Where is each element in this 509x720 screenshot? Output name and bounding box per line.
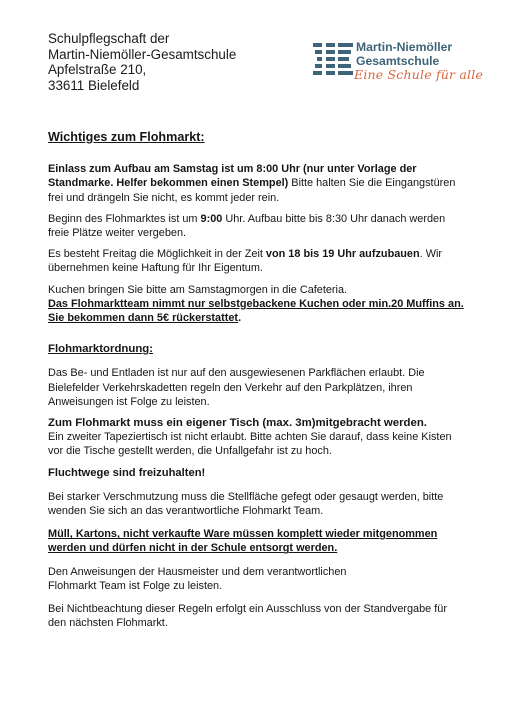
address-line-street: Apfelstraße 210, xyxy=(48,62,147,78)
paragraph-loading: Das Be- und Entladen ist nur auf den ausgewiesenen Parkflächen erlaubt. Die Bielefelder Verkehrskadetten regeln den Verkehr auf den Parkplätzen, ihren Anweisungen ist Folge zu leisten. xyxy=(48,367,425,408)
paragraph-caretaker: Den Anweisungen der Hausmeister und dem verantwortlichen Flohmarkt Team ist Folge zu leisten. xyxy=(48,565,347,592)
school-logo-name: Martin-Niemöller Gesamtschule xyxy=(356,40,453,68)
paragraph-cleaning: Bei starker Verschmutzung muss die Stellfläche gefegt oder gesaugt werden, bitte wenden Sie sich an das verantwortliche Flohmarkt Team. xyxy=(48,490,444,518)
address-line-city: 33611 Bielefeld xyxy=(48,77,140,93)
paragraph-cake: Kuchen bringen Sie bitte am Samstagmorgen in die Cafeteria. Das Flohmarktteam nimmt nur selbstgebackene Kuchen oder min.20 Muffins an. Sie bekommen dann 5€ rückerstattet. xyxy=(48,283,464,325)
document-body xyxy=(48,130,466,637)
paragraph-market-start: Beginn des Flohmarktes ist um 9:00 Uhr. Aufbau bitte bis 8:30 Uhr danach werden freie Plätze weiter vergeben. xyxy=(48,212,446,240)
paragraph-waste: Müll, Kartons, nicht verkaufte Ware müssen komplett wieder mitgenommen werden und dürfen nicht in der Schule entsorgt werden. xyxy=(48,528,438,555)
paragraph-entry-time: Einlass zum Aufbau am Samstag ist um 8:00 Uhr (nur unter Vorlage der Standmarke. Helfer bekommen einen Stempel) Bitte halten Sie die Eingangstüren frei und drängeln Sie nicht, es kommt jeder rein. xyxy=(48,163,456,204)
paragraph-escape-routes: Fluchtwege sind freizuhalten! xyxy=(48,466,206,479)
sender-address xyxy=(48,31,278,93)
school-logo-tagline: Eine Schule für alle xyxy=(354,67,484,82)
address-line-school: Martin-Niemöller-Gesamtschule xyxy=(48,46,237,62)
document-heading: Wichtiges zum Flohmarkt: xyxy=(48,130,205,144)
school-logo-mark-icon xyxy=(313,41,353,75)
paragraph-table: Zum Flohmarkt muss ein eigener Tisch (max. 3m)mitgebracht werden. Ein zweiter Tapeziertisch ist nicht erlaubt. Bitte achten Sie darauf, dass keine Kisten vor die Tische gestellt werden, die Unfallgefahr ist zu hoch. xyxy=(48,417,452,458)
school-logo xyxy=(313,40,503,100)
paragraph-friday-setup: Es besteht Freitag die Möglichkeit in der Zeit von 18 bis 19 Uhr aufzubauen. Wir übernehmen keine Haftung für Ihr Eigentum. xyxy=(48,248,443,275)
paragraph-exclusion: Bei Nichtbeachtung dieser Regeln erfolgt ein Ausschluss von der Standvergabe für den nächsten Flohmarkt. xyxy=(48,603,447,630)
market-rules-heading: Flohmarktordnung: xyxy=(48,343,154,356)
address-line-organization: Schulpflegschaft der xyxy=(48,31,170,46)
